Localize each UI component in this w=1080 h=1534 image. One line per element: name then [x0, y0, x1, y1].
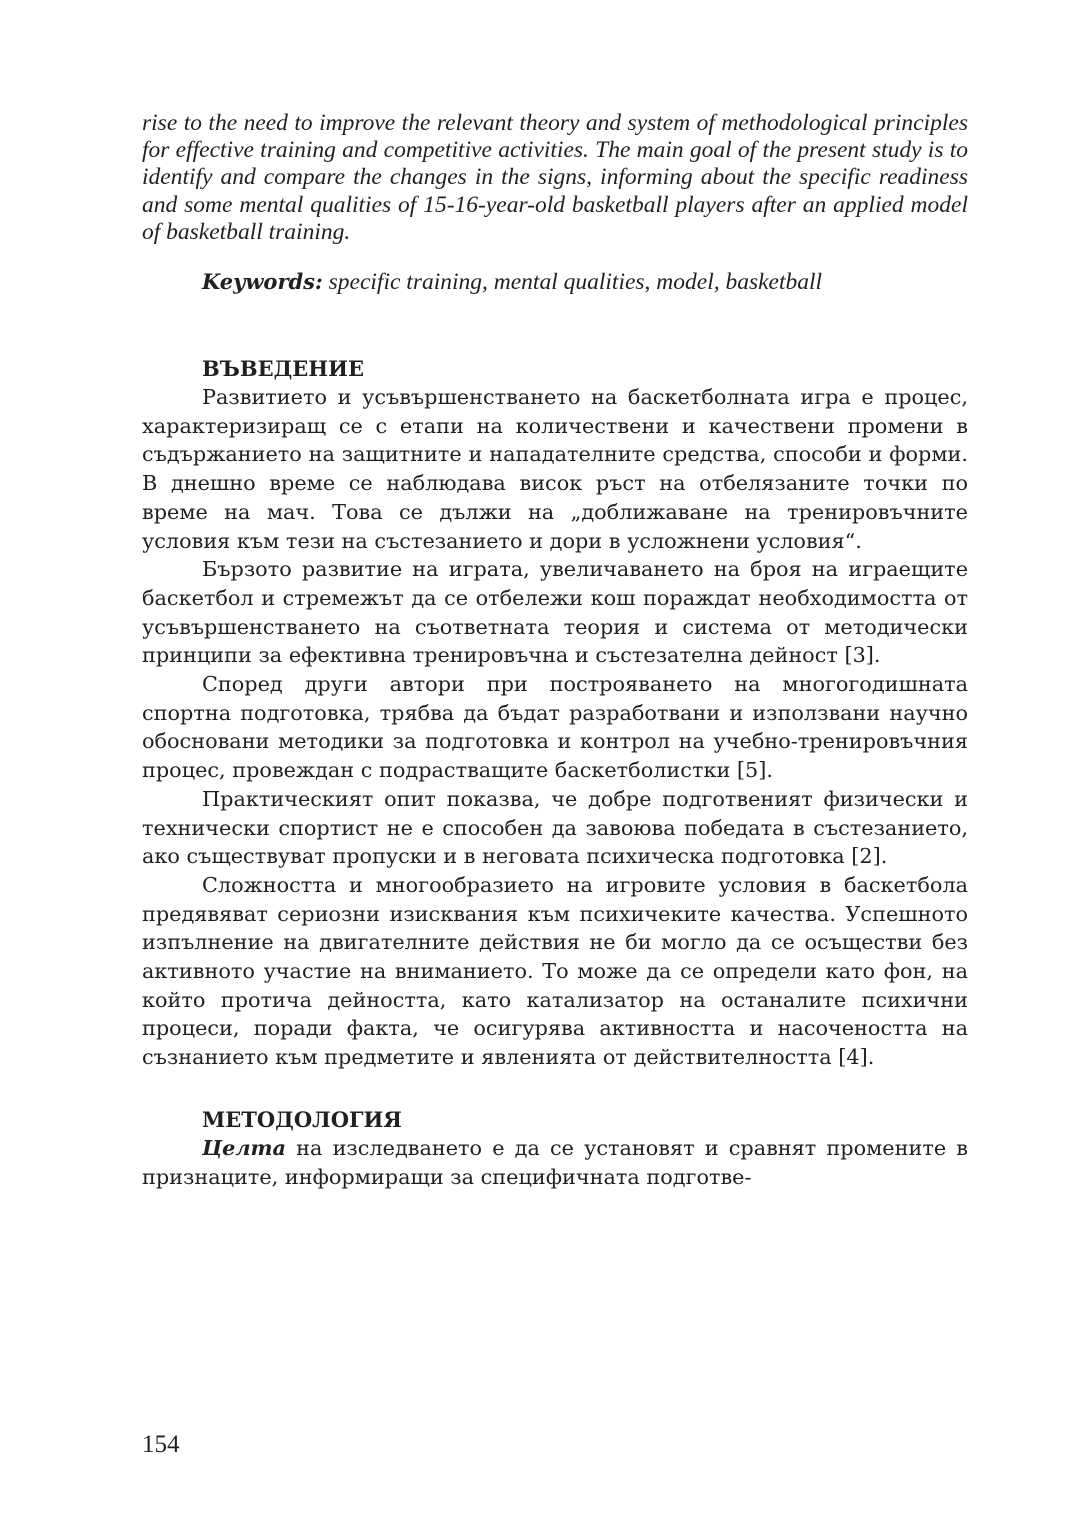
- methodology-text: на изследването е да се установят и сравнят промените в признаците, информиращи за специфичната подготве-: [142, 1135, 968, 1189]
- page-number: 154: [142, 1431, 180, 1458]
- introduction-paragraph-2: Бързото развитие на играта, увеличаването на броя на играещите баскетбол и стремежът да се отбележи кош пораждат необходимостта от усъвършенстването на съответната теория и система от методически принципи за ефективна тренировъчна и състезателна дейност [3].: [142, 557, 968, 668]
- methodology-heading: МЕТОДОЛОГИЯ: [202, 1106, 402, 1132]
- keywords-line: [142, 268, 968, 296]
- introduction-heading: ВЪВЕДЕНИЕ: [202, 356, 364, 382]
- introduction-paragraph-4: Практическият опит показва, че добре подготвеният физически и технически спортист не е способен да завоюва победата в състезанието, ако съществуват пропуски и в неговата психическа подготовка [2].: [142, 786, 968, 869]
- page-body: [142, 110, 968, 1191]
- methodology-paragraph: [142, 1134, 968, 1191]
- keywords-text: specific training, mental qualities, model, basketball: [328, 269, 823, 296]
- introduction-paragraph-3: Според други автори при построяването на многогодишната спортна подготовка, трябва да бъдат разработвани и използвани научно обосновани методики за подготовка и контрол на учебно-тренировъчния процес, провеждан с подрастващите баскетболистки [5].: [142, 672, 968, 783]
- introduction-paragraph-5: Сложността и многообразието на игровите условия в баскетбола предявяват сериозни изисквания към психичеките качества. Успешното изпълнение на двигателните действия не би могло да се осъществи без активното участие на вниманието. То може да се определи като фон, на който протича дейността, като катализатор на останалите психични процеси, поради факта, че осигурява активността и насочеността на съзнанието към предметите и явленията от действителността [4].: [142, 872, 968, 1070]
- keywords-label: Keywords:: [202, 269, 323, 295]
- methodology-lead-term: Целта: [202, 1134, 287, 1160]
- introduction-paragraph-1: Развитието и усъвършенстването на баскетболната игра е процес, характеризиращ се с етапи на количествени и качествени промени в съдържанието на защитните и нападателните средства, способи и форми. В днешно време се наблюдава висок ръст на отбелязаните точки по време на мач. Това се дължи на „доближаване на тренировъчните условия към тези на състезанието и дори в усложнени условия“.: [142, 385, 968, 553]
- abstract-text: rise to the need to improve the relevant theory and system of methodological principles for effective training and competitive activities. The main goal of the present study is to identify and compare the changes in the signs, informing about the specific readiness and some mental qualities of 15-16-year-old basketball players after an applied model of basketball training.: [142, 110, 968, 245]
